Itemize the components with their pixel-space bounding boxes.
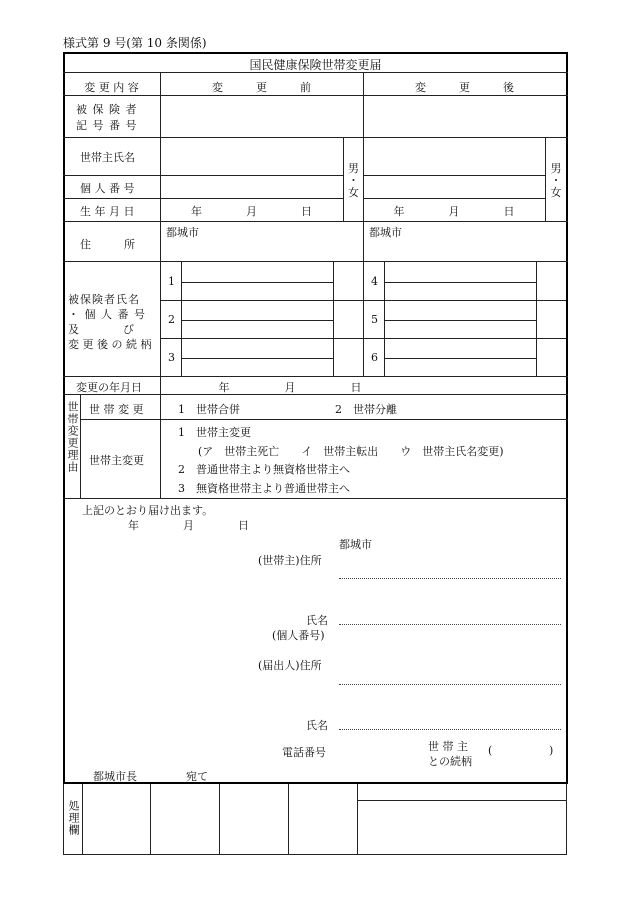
label-members [68, 292, 158, 352]
sex-male-after: 男 [550, 162, 562, 175]
label-household-change: 世 帯 変 更 [89, 403, 144, 416]
option-merge: 1 世帯合併 [178, 403, 240, 416]
address-after-city: 都城市 [369, 226, 402, 239]
relation-paren-close: ) [549, 744, 554, 757]
sex-dot-after: ・ [550, 174, 562, 187]
address-before-city: 都城市 [166, 226, 199, 239]
member-no-1: 1 [168, 275, 175, 288]
declaration-text: 上記のとおり届け出ます。 [82, 504, 214, 517]
change-date-value: 年 月 日 [218, 381, 362, 394]
member-no-6: 6 [371, 351, 378, 364]
phone-label: 電話番号 [282, 746, 326, 759]
header-before: 変 更 前 [212, 81, 311, 94]
label-insured-2: 記 号 番 号 [76, 119, 138, 132]
addressee: 都城市長 [93, 770, 137, 783]
members-label-3: 及 び [68, 323, 134, 336]
personal-no-label: (個人番号) [272, 629, 325, 642]
frame-top [63, 52, 568, 54]
sex-dot-before: ・ [348, 174, 359, 187]
header-item: 変 更 内 容 [84, 81, 139, 94]
frame-bottom [63, 782, 568, 784]
relation-paren-open: ( [488, 744, 493, 757]
option-head-change-sub: (ア 世帯主死亡 イ 世帯主転出 ウ 世帯主氏名変更) [198, 445, 504, 458]
sex-female-before: 女 [348, 186, 359, 199]
members-label-2: ・ 個 人 番 号 [68, 308, 146, 321]
label-insured-1: 被 保 険 者 [76, 103, 138, 116]
label-head-name: 世帯主氏名 [80, 151, 135, 164]
filer-address-label: (届出人)住所 [258, 659, 322, 672]
addressee-suffix: 宛て [186, 770, 208, 783]
label-reason: 世帯変更理由 [66, 401, 79, 473]
birth-after: 年 月 日 [393, 205, 515, 218]
members-label-4: 変 更 後 の 続 柄 [68, 338, 152, 351]
head-city: 都城市 [339, 538, 372, 551]
filer-name-label: 氏名 [306, 719, 328, 732]
member-no-5: 5 [371, 313, 378, 326]
form-title: 国民健康保険世帯変更届 [249, 58, 382, 72]
label-personal-no: 個 人 番 号 [80, 182, 135, 195]
label-address: 住 所 [80, 238, 135, 251]
option-split: 2 世帯分離 [335, 403, 397, 416]
processing-label: 処理欄 [67, 800, 80, 836]
member-no-4: 4 [371, 275, 378, 288]
label-birth: 生 年 月 日 [80, 205, 135, 218]
sex-male-before: 男 [348, 162, 359, 175]
option-head-change: 1 世帯主変更 [178, 426, 251, 439]
head-address-label: (世帯主)住所 [258, 554, 322, 567]
sex-female-after: 女 [550, 186, 562, 199]
members-label-1: 被保険者氏名 [68, 293, 140, 306]
member-no-3: 3 [168, 351, 175, 364]
label-change-date: 変更の年月日 [76, 381, 142, 394]
form-id: 様式第 9 号(第 10 条関係) [63, 36, 207, 50]
member-no-2: 2 [168, 313, 175, 326]
relation-label-1: 世 帯 主 [428, 740, 468, 753]
relation-label-2: との続柄 [428, 755, 472, 768]
option-unqualified-to-normal: 3 無資格世帯主より普通世帯主へ [178, 482, 350, 495]
label-head-change: 世帯主変更 [89, 454, 144, 467]
frame-right [566, 52, 568, 784]
head-name-label: 氏名 [306, 614, 328, 627]
header-after: 変 更 後 [415, 81, 514, 94]
option-normal-to-unqualified: 2 普通世帯主より無資格世帯主へ [178, 463, 350, 476]
birth-before: 年 月 日 [191, 205, 312, 218]
declaration-date: 年 月 日 [128, 519, 249, 532]
